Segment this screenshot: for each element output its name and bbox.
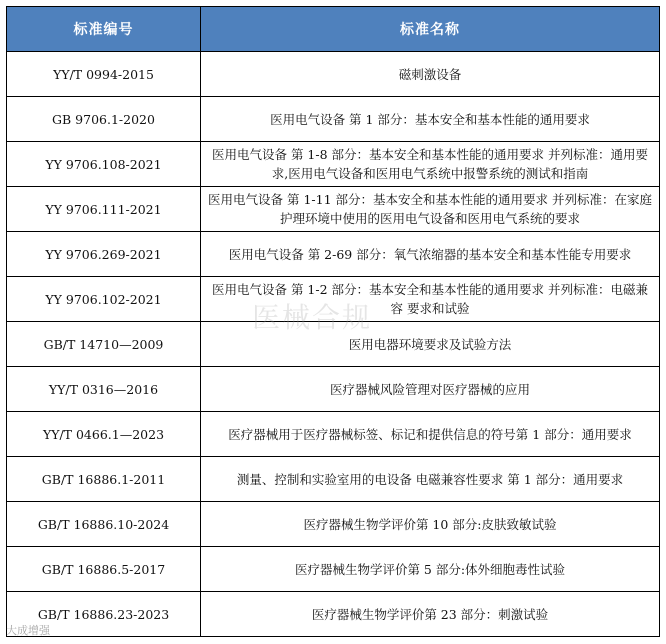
standard-code-cell: GB/T 16886.5-2017 [7, 547, 201, 592]
standard-name-cell: 医疗器械风险管理对医疗器械的应用 [201, 367, 660, 412]
standard-code-cell: GB/T 16886.10-2024 [7, 502, 201, 547]
table-row [7, 367, 660, 412]
table-row [7, 52, 660, 97]
table-row [7, 412, 660, 457]
standard-name-cell: 医用电气设备 第 1-11 部分：基本安全和基本性能的通用要求 并列标准：在家庭护理环境中使用的医用电气设备和医用电气系统的要求 [201, 187, 660, 232]
standards-table [6, 6, 660, 637]
standard-name-cell: 医疗器械生物学评价第 23 部分：刺激试验 [201, 592, 660, 637]
standard-code-cell: YY/T 0316—2016 [7, 367, 201, 412]
corner-watermark: 大成增强 [6, 624, 50, 637]
standard-name-cell: 测量、控制和实验室用的电设备 电磁兼容性要求 第 1 部分：通用要求 [201, 457, 660, 502]
table-row [7, 592, 660, 637]
standard-name-cell: 医用电器环境要求及试验方法 [201, 322, 660, 367]
standard-code-cell: YY/T 0994-2015 [7, 52, 201, 97]
table-row [7, 502, 660, 547]
standard-code-cell: YY 9706.269-2021 [7, 232, 201, 277]
header-standard-code: 标准编号 [7, 7, 201, 52]
standard-name-cell: 医用电气设备 第 1-8 部分：基本安全和基本性能的通用要求 并列标准：通用要求,医用电气设备和医用电气系统中报警系统的测试和指南 [201, 142, 660, 187]
standard-code-cell: GB/T 16886.23-2023 [7, 592, 201, 637]
table-row [7, 277, 660, 322]
table-row [7, 322, 660, 367]
table-row [7, 457, 660, 502]
watermark-text: 医械合规 [252, 301, 373, 334]
table-header-row [7, 7, 660, 52]
standard-name-cell: 医用电气设备 第 1-2 部分：基本安全和基本性能的通用要求 并列标准：电磁兼容 要求和试验 [201, 277, 660, 322]
standard-code-cell: YY 9706.108-2021 [7, 142, 201, 187]
standard-name-cell: 医用电气设备 第 2-69 部分：氧气浓缩器的基本安全和基本性能专用要求 [201, 232, 660, 277]
standard-code-cell: GB 9706.1-2020 [7, 97, 201, 142]
standard-code-cell: YY/T 0466.1—2023 [7, 412, 201, 457]
header-standard-name: 标准名称 [201, 7, 660, 52]
standard-code-cell: YY 9706.111-2021 [7, 187, 201, 232]
standard-name-cell: 医疗器械生物学评价第 5 部分:体外细胞毒性试验 [201, 547, 660, 592]
table-row [7, 187, 660, 232]
table-row [7, 97, 660, 142]
standards-table-container [6, 6, 660, 637]
standard-name-cell: 磁刺激设备 [201, 52, 660, 97]
standard-name-cell: 医疗器械生物学评价第 10 部分:皮肤致敏试验 [201, 502, 660, 547]
standard-code-cell: GB/T 14710—2009 [7, 322, 201, 367]
standard-name-cell: 医用电气设备 第 1 部分：基本安全和基本性能的通用要求 [201, 97, 660, 142]
standard-code-cell: YY 9706.102-2021 [7, 277, 201, 322]
table-body [7, 52, 660, 637]
standard-name-cell: 医疗器械用于医疗器械标签、标记和提供信息的符号第 1 部分：通用要求 [201, 412, 660, 457]
standard-code-cell: GB/T 16886.1-2011 [7, 457, 201, 502]
table-row [7, 142, 660, 187]
table-row [7, 232, 660, 277]
table-row [7, 547, 660, 592]
